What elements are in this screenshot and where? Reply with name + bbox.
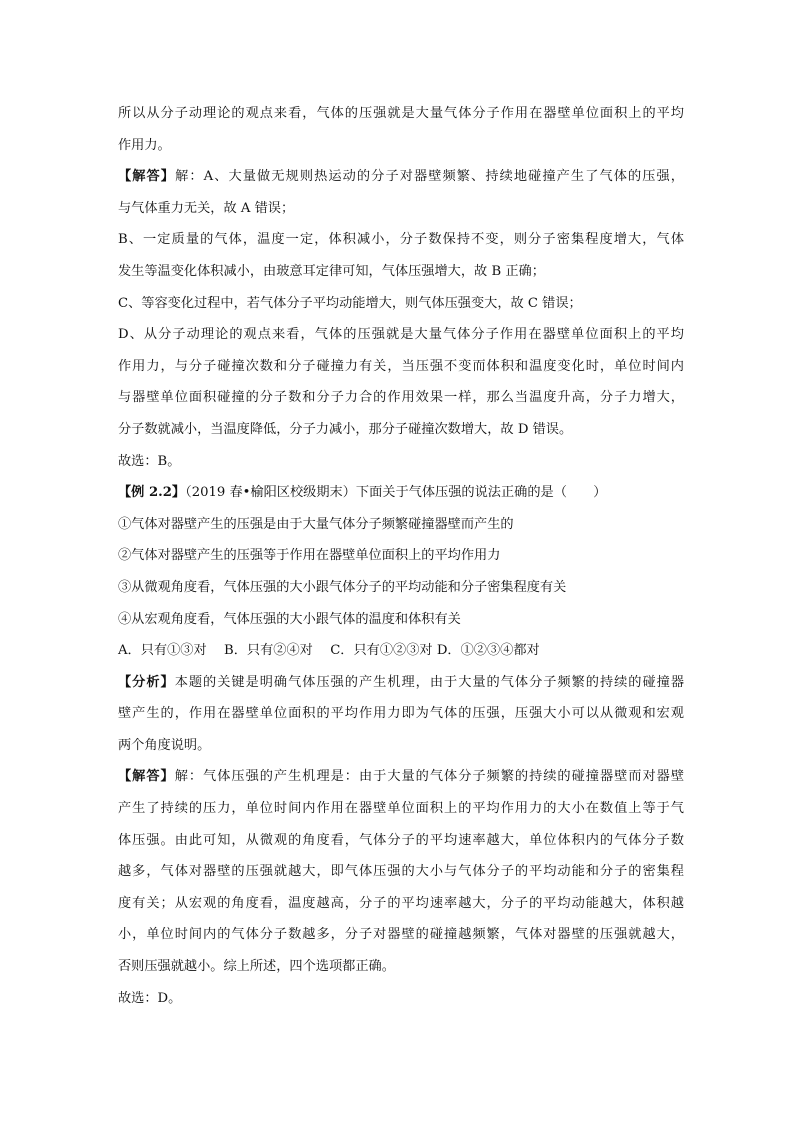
example-title: 【例 2.2】（2019 春•榆阳区校级期末）下面关于气体压强的说法正确的是（ ） (118, 485, 607, 501)
text-line: 分子数就减小，当温度降低，分子力减小，那分子碰撞次数增大，故 D 错误。 (118, 421, 573, 437)
text-line: D、从分子动理论的观点来看，气体的压强就是大量气体分子作用在器壁单位面积上的平均 (118, 327, 684, 343)
statement-2: ②气体对器壁产生的压强等于作用在器壁单位面积上的平均作用力 (118, 548, 501, 564)
text-line: C、等容变化过程中，若气体分子平均动能增大，则气体压强变大，故 C 错误； (118, 295, 582, 311)
answer-line: 故选：B。 (118, 453, 181, 469)
text-line: 度有关；从宏观的角度看，温度越高，分子的平均速率越大，分子的平均动能越大，体积越 (118, 895, 684, 911)
example-label: 【例 2.2】 (118, 485, 186, 501)
text-line: 产生了持续的压力，单位时间内作用在器壁单位面积上的平均作用力的大小在数值上等于气 (118, 801, 684, 817)
section-label: 【解答】 (118, 169, 176, 185)
text-line: 【解答】解：气体压强的产生机理是：由于大量的气体分子频繁的持续的碰撞器壁而对器壁 (118, 769, 685, 785)
statement-1: ①气体对器壁产生的压强是由于大量气体分子频繁碰撞器壁而产生的 (118, 516, 514, 532)
section-label: 【分析】 (118, 674, 175, 690)
text-line: 两个角度说明。 (118, 737, 211, 753)
text-line: B、一定质量的气体，温度一定，体积减小，分子数保持不变，则分子密集程度增大，气体 (118, 232, 684, 248)
text-line: 体压强。由此可知，从微观的角度看，气体分子的平均速率越大，单位体积内的气体分子数 (118, 832, 684, 848)
text-line: 壁产生的，作用在器壁单位面积的平均作用力即为气体的压强，压强大小可以从微观和宏观 (118, 706, 684, 722)
text-line: 【解答】解：A、大量做无规则热运动的分子对器壁频繁、持续地碰撞产生了气体的压强， (118, 169, 684, 185)
choices-line: A．只有①③对 B．只有②④对 C．只有①②③对 D．①②③④都对 (118, 643, 540, 659)
document-page (118, 98, 684, 1014)
statement-4: ④从宏观角度看，气体压强的大小跟气体的温度和体积有关 (118, 611, 461, 627)
section-label: 【解答】 (118, 769, 175, 785)
text-line: 【分析】本题的关键是明确气体压强的产生机理，由于大量的气体分子频繁的持续的碰撞器 (118, 674, 685, 690)
text-line: 越多，气体对器壁的压强就越大，即气体压强的大小与气体分子的平均动能和分子的密集程 (118, 864, 684, 880)
text-line: 与气体重力无关，故 A 错误； (118, 200, 295, 216)
text-line: 与器壁单位面积碰撞的分子数和分子力合的作用效果一样，那么当温度升高，分子力增大， (118, 390, 684, 406)
statement-3: ③从微观角度看，气体压强的大小跟气体分子的平均动能和分子密集程度有关 (118, 579, 567, 595)
text-line: 否则压强就越小。综上所述，四个选项都正确。 (118, 959, 395, 975)
text-line: 作用力。 (118, 137, 171, 153)
text-line: 小，单位时间内的气体分子数越多，分子对器壁的碰撞越频繁，气体对器壁的压强就越大， (118, 927, 684, 943)
answer-line: 故选：D。 (118, 990, 182, 1006)
text-line: 发生等温变化体积减小，由玻意耳定律可知，气体压强增大，故 B 正确； (118, 263, 545, 279)
text-line: 作用力，与分子碰撞次数和分子碰撞力有关，当压强不变而体积和温度变化时，单位时间内 (118, 358, 684, 374)
text-line: 所以从分子动理论的观点来看，气体的压强就是大量气体分子作用在器壁单位面积上的平均 (118, 106, 684, 121)
